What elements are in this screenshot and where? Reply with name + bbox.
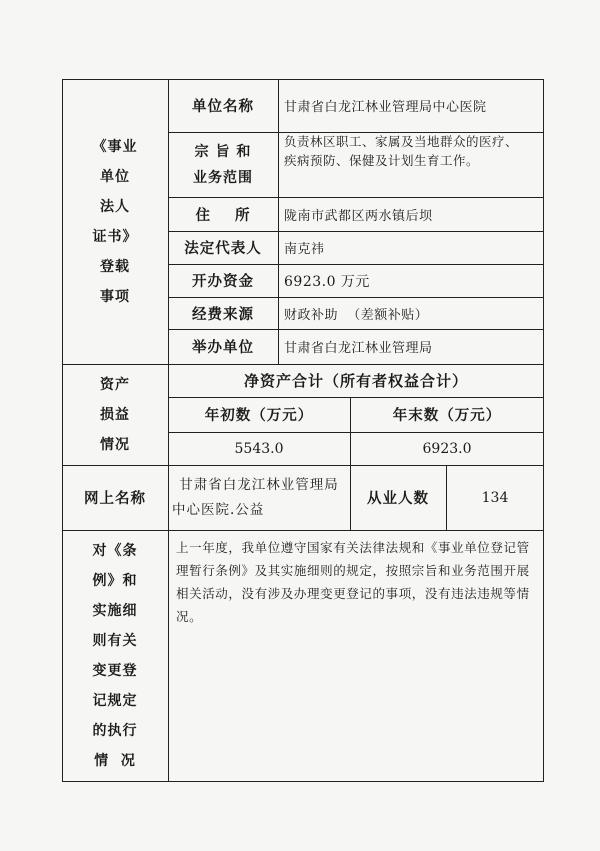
funding-source-value: 财政补助 （差额补贴） (284, 307, 429, 323)
online-name-value: 甘肃省白龙江林业管理局 中心医院.公益 (172, 476, 339, 518)
compliance-label: 对《条 例》和 实施细 则有关 变更登 记规定 的执行 情 况 (92, 543, 138, 769)
sponsor-unit-label: 举办单位 (192, 339, 254, 356)
purpose-scope-label: 宗 旨 和 业务范围 (193, 143, 253, 186)
begin-year-value: 5543.0 (234, 440, 284, 457)
certificate-items-label: 《事业 单位 法人 证书》 登载 事项 (92, 139, 138, 305)
end-year-header: 年末数（万元） (392, 407, 502, 424)
address-label: 住 所 (195, 206, 251, 224)
legal-representative-value: 南克祎 (284, 242, 325, 257)
end-year-value: 6923.0 (422, 440, 472, 457)
unit-name-value: 甘肃省白龙江林业管理局中心医院 (284, 100, 487, 115)
sponsor-unit-value: 甘肃省白龙江林业管理局 (284, 341, 433, 356)
online-name-label: 网上名称 (84, 490, 146, 507)
compliance-statement: 上一年度，我单位遵守国家有关法律法规和《事业单位登记管 理暂行条例》及其实施细则的规定，按照宗旨和业务范围开展 相关活动，没有涉及办理变更登记的事项，没有违法违规等情 况。 (176, 540, 530, 624)
legal-representative-label: 法定代表人 (184, 240, 262, 257)
purpose-scope-value: 负责林区职工、家属及当地群众的医疗、 疾病预防、保健及计划生育工作。 (284, 134, 519, 168)
staff-count-label: 从业人数 (367, 490, 429, 507)
unit-name-label: 单位名称 (192, 98, 254, 115)
staff-count-value: 134 (481, 489, 509, 506)
assets-label: 资产 损益 情况 (100, 376, 130, 453)
net-assets-header: 净资产合计（所有者权益合计） (243, 372, 468, 390)
startup-capital-value: 6923.0 万元 (284, 273, 370, 290)
address-value: 陇南市武都区两水镇后坝 (284, 208, 433, 224)
startup-capital-label: 开办资金 (192, 273, 254, 290)
funding-source-label: 经费来源 (192, 305, 254, 323)
begin-year-header: 年初数（万元） (204, 407, 314, 424)
